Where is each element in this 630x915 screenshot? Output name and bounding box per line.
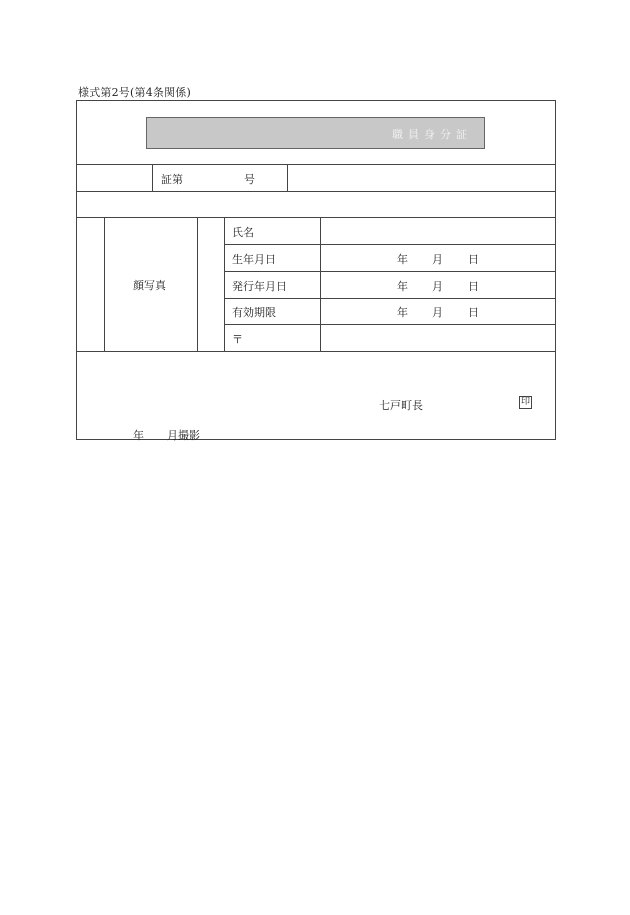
photo-month-taken: 月撮影 xyxy=(167,429,200,442)
expiry-year-unit: 年 xyxy=(397,306,408,319)
issuer-name: 七戸町長 xyxy=(379,399,423,412)
issue-month-unit: 月 xyxy=(432,280,443,293)
expiry-month-unit: 月 xyxy=(432,306,443,319)
certificate-prefix: 証第 xyxy=(161,173,183,186)
postal-mark: 〒 xyxy=(232,333,243,346)
photo-year-unit: 年 xyxy=(133,429,144,442)
row-divider xyxy=(77,351,555,352)
birth-year-unit: 年 xyxy=(397,253,408,266)
name-label: 氏名 xyxy=(232,226,254,239)
row-divider xyxy=(224,298,555,299)
expiry-date-label: 有効期限 xyxy=(232,306,276,319)
form-number-label: 様式第2号(第4条関係) xyxy=(78,86,191,99)
row-divider xyxy=(224,244,555,245)
issue-year-unit: 年 xyxy=(397,280,408,293)
row-divider xyxy=(224,271,555,272)
birth-month-unit: 月 xyxy=(432,253,443,266)
column-divider xyxy=(287,164,288,191)
certificate-suffix: 号 xyxy=(244,173,255,186)
expiry-day-unit: 日 xyxy=(468,306,479,319)
row-divider xyxy=(224,324,555,325)
row-divider xyxy=(77,217,555,218)
column-divider xyxy=(320,217,321,351)
birth-date-label: 生年月日 xyxy=(232,253,276,266)
seal-mark: 印 xyxy=(520,397,530,407)
row-divider xyxy=(77,191,555,192)
column-divider xyxy=(197,217,198,351)
id-card-form xyxy=(76,100,556,440)
birth-day-unit: 日 xyxy=(468,253,479,266)
row-divider xyxy=(77,164,555,165)
issue-date-label: 発行年月日 xyxy=(232,280,287,293)
issue-day-unit: 日 xyxy=(468,280,479,293)
column-divider xyxy=(104,217,105,351)
title-banner xyxy=(146,117,485,149)
card-title: 職員身分証 xyxy=(392,128,472,141)
column-divider xyxy=(224,217,225,351)
photo-label: 顔写真 xyxy=(133,279,166,292)
column-divider xyxy=(152,164,153,191)
